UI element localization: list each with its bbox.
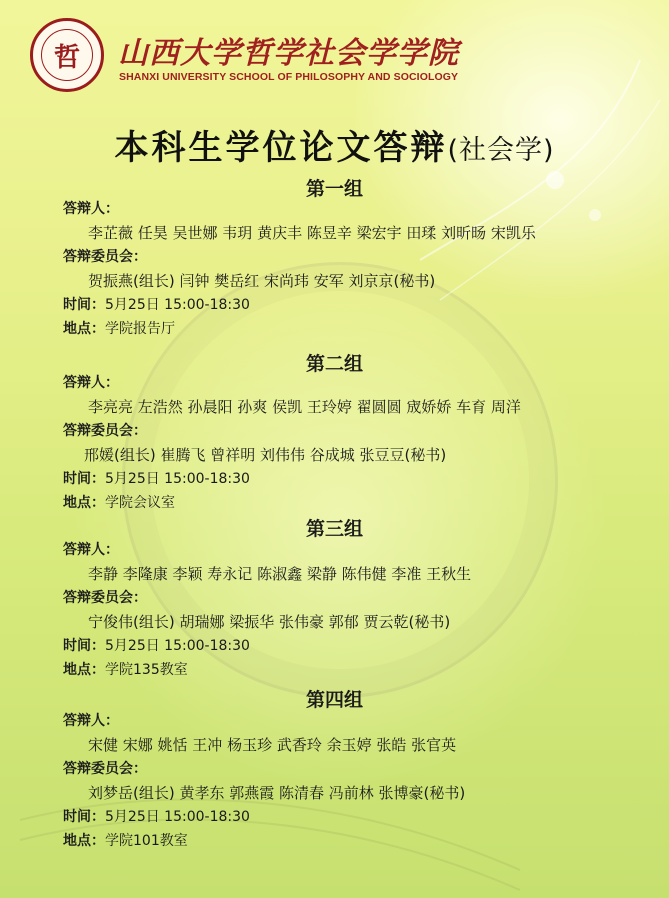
committee-list: 刘梦岳(组长) 黄孝东 郭燕霞 陈清春 冯前林 张博豪(秘书): [88, 784, 466, 802]
school-logo: [30, 18, 104, 92]
committee-list: 宁俊伟(组长) 胡瑞娜 梁振华 张伟豪 郭郁 贾云乾(秘书): [88, 613, 451, 631]
time-row: [63, 294, 250, 314]
committee-label: 答辩委员会：: [63, 590, 147, 606]
place-row: [63, 830, 188, 850]
defenders-list: 李静 李隆康 李颖 寿永记 陈淑鑫 梁静 陈伟健 李准 王秋生: [88, 565, 472, 583]
defenders-list: 李亮亮 左浩然 孙晨阳 孙爽 侯凯 王玲婷 翟圆圆 宬娇娇 车育 周洋: [88, 398, 521, 416]
place-label: 地点：: [63, 662, 105, 678]
time-value: 5月25日 15:00-18:30: [105, 638, 250, 654]
place-row: [63, 659, 188, 679]
time-row: [63, 806, 250, 826]
title-main: 本科生学位论文答辩: [114, 128, 448, 168]
defenders-label: 答辩人：: [63, 542, 119, 558]
page-title: [0, 120, 669, 169]
place-value: 学院报告厅: [105, 321, 175, 337]
place-value: 学院会议室: [105, 495, 175, 511]
time-label: 时间：: [63, 809, 105, 825]
committee-label: 答辩委员会：: [63, 249, 147, 265]
time-value: 5月25日 15:00-18:30: [105, 471, 250, 487]
time-row: [63, 635, 250, 655]
school-name-en: SHANXI UNIVERSITY SCHOOL OF PHILOSOPHY AND SOCIOLOGY: [119, 71, 459, 83]
time-value: 5月25日 15:00-18:30: [105, 297, 250, 313]
header: [22, 14, 642, 104]
place-label: 地点：: [63, 833, 105, 849]
committee-label: 答辩委员会：: [63, 423, 147, 439]
committee-list: 贺振燕(组长) 闫钟 樊岳红 宋尚玮 安军 刘京京(秘书): [88, 272, 436, 290]
place-row: [63, 492, 175, 512]
group-title: 第三组: [305, 518, 363, 540]
group-title: 第一组: [305, 178, 363, 200]
logo-emblem: 哲: [41, 29, 93, 81]
time-label: 时间：: [63, 297, 105, 313]
place-row: [63, 318, 175, 338]
committee-label: 答辩委员会：: [63, 761, 147, 777]
place-label: 地点：: [63, 321, 105, 337]
place-value: 学院135教室: [105, 662, 188, 678]
defenders-label: 答辩人：: [63, 713, 119, 729]
group-title: 第四组: [305, 689, 363, 711]
time-label: 时间：: [63, 471, 105, 487]
defenders-list: 李芷薇 任昊 吴世娜 韦玥 黄庆丰 陈昱辛 梁宏宇 田瑈 刘昕旸 宋凯乐: [88, 224, 536, 242]
group-title: 第二组: [305, 353, 363, 375]
committee-list: 邢媛(组长) 崔腾飞 曾祥明 刘伟伟 谷成城 张豆豆(秘书): [84, 446, 447, 464]
defenders-label: 答辩人：: [63, 201, 119, 217]
title-subject: (社会学): [447, 135, 555, 166]
place-label: 地点：: [63, 495, 105, 511]
defenders-list: 宋健 宋娜 姚恬 王冲 杨玉珍 武香玲 余玉婷 张皓 张官英: [88, 736, 457, 754]
place-value: 学院101教室: [105, 833, 188, 849]
school-name-cn: 山西大学哲学社会学学院: [118, 36, 459, 71]
time-row: [63, 468, 250, 488]
time-value: 5月25日 15:00-18:30: [105, 809, 250, 825]
defenders-label: 答辩人：: [63, 375, 119, 391]
time-label: 时间：: [63, 638, 105, 654]
